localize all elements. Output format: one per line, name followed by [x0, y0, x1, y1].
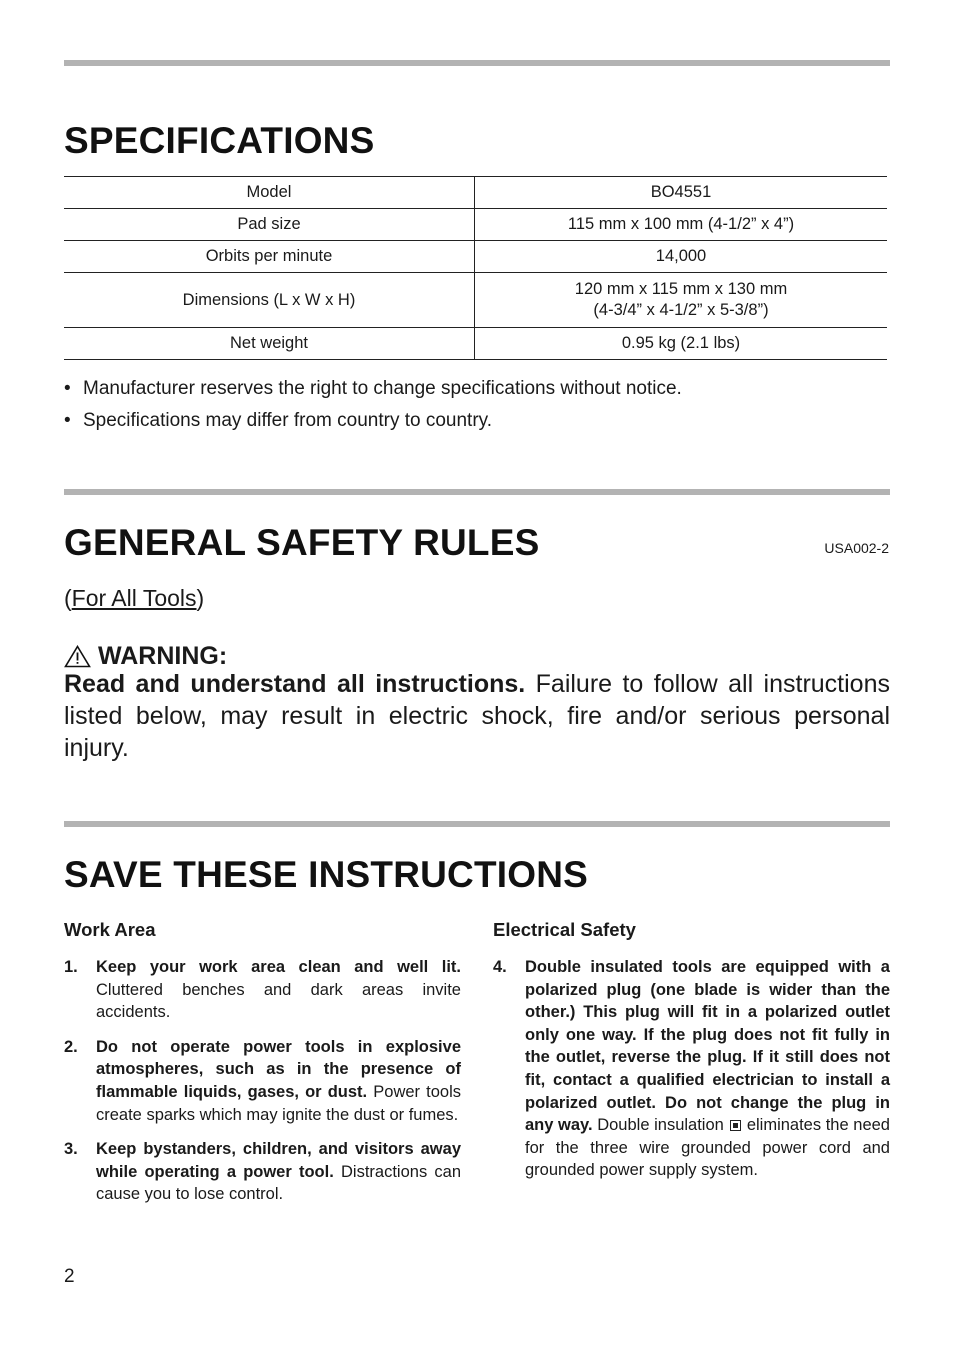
page-number: 2: [64, 1266, 75, 1287]
safety-title: GENERAL SAFETY RULES: [64, 522, 540, 563]
table-row: [64, 209, 887, 241]
list-item: [64, 1036, 461, 1126]
spec-value: 14,000: [475, 241, 888, 273]
spec-value: [475, 273, 888, 328]
list-item: • Specifications may differ from country to country.: [64, 408, 682, 440]
spec-label: Orbits per minute: [64, 241, 475, 273]
electrical-safety-heading: Electrical Safety: [493, 919, 636, 940]
spec-value: 115 mm x 100 mm (4-1/2” x 4”): [475, 209, 888, 241]
work-area-heading: Work Area: [64, 919, 156, 940]
warning-body: Failure to follow all instructions listed below, may result in electric shock, fire and/or serious personal injury.: [64, 670, 890, 762]
item-number: 3.: [64, 1140, 78, 1159]
item-text: Cluttered benches and dark areas invite accidents.: [96, 980, 461, 1022]
electrical-safety-column: [493, 917, 890, 1194]
list-item: [64, 1138, 461, 1206]
list-item: • Manufacturer reserves the right to change specifications without notice.: [64, 376, 682, 408]
top-rule: [64, 60, 890, 66]
section-rule: [64, 821, 890, 827]
item-text: Double insulation: [592, 1116, 724, 1135]
item-bold: Double insulated tools are equipped with a polarized plug (one blade is wider than the other.) This plug will fit in a polarized outlet only one way. If the plug does not fit fully in the outlet, reverse the plug. If it still does not fit, contact a qualified electrician to install a polarized outlet. Do not change the plug in any way.: [525, 958, 890, 1135]
spec-label: Pad size: [64, 209, 475, 241]
warning-label: WARNING:: [98, 642, 228, 670]
double-insulation-icon: [730, 1120, 741, 1131]
warning-heading: [64, 642, 227, 671]
item-text: Distractions can cause you to lose control.: [96, 1162, 461, 1204]
spec-label: Dimensions (L x W x H): [64, 273, 475, 328]
spec-notes: [64, 376, 682, 440]
item-text: eliminates the need for the three wire grounded power cord and grounded power supply system.: [525, 1116, 890, 1180]
electrical-safety-list: [493, 956, 890, 1182]
warning-text: [64, 668, 890, 764]
warning-bold: Read and understand all instructions.: [64, 670, 526, 698]
save-title: SAVE THESE INSTRUCTIONS: [64, 854, 589, 895]
list-item: [493, 956, 890, 1182]
list-item: [64, 956, 461, 1024]
spec-value: BO4551: [475, 177, 888, 209]
table-row: [64, 328, 887, 360]
item-number: 4.: [493, 958, 507, 976]
table-row: [64, 177, 887, 209]
paren-open: (: [64, 585, 72, 611]
work-area-list: [64, 956, 461, 1206]
specifications-table: [64, 176, 887, 360]
table-row: [64, 241, 887, 273]
spec-value-line: 120 mm x 115 mm x 130 mm: [574, 280, 788, 298]
spec-label: Net weight: [64, 328, 475, 360]
item-number: 2.: [64, 1037, 78, 1056]
spec-label: Model: [64, 177, 475, 209]
document-code: USA002-2: [824, 540, 889, 556]
spec-value: 0.95 kg (2.1 lbs): [475, 328, 888, 360]
spec-value-line: (4-3/4” x 4-1/2” x 5-3/8”): [593, 301, 769, 319]
item-text: Power tools create sparks which may ignite the dust or fumes.: [96, 1082, 462, 1124]
warning-triangle-icon: [64, 645, 91, 668]
section-rule: [64, 489, 890, 495]
paren-close: ): [196, 585, 205, 611]
item-bold: Keep your work area clean and well lit.: [96, 958, 461, 976]
table-row: [64, 273, 887, 328]
specifications-title: SPECIFICATIONS: [64, 120, 375, 161]
item-bold: Keep bystanders, children, and visitors away while operating a power tool.: [96, 1140, 461, 1181]
subtitle-text: For All Tools: [71, 585, 197, 611]
work-area-column: [64, 917, 461, 1218]
safety-subtitle: [64, 585, 204, 612]
item-bold: Do not operate power tools in explosive atmospheres, such as in the presence of flammable liquids, gases, or dust.: [96, 1037, 461, 1101]
item-number: 1.: [64, 958, 78, 976]
